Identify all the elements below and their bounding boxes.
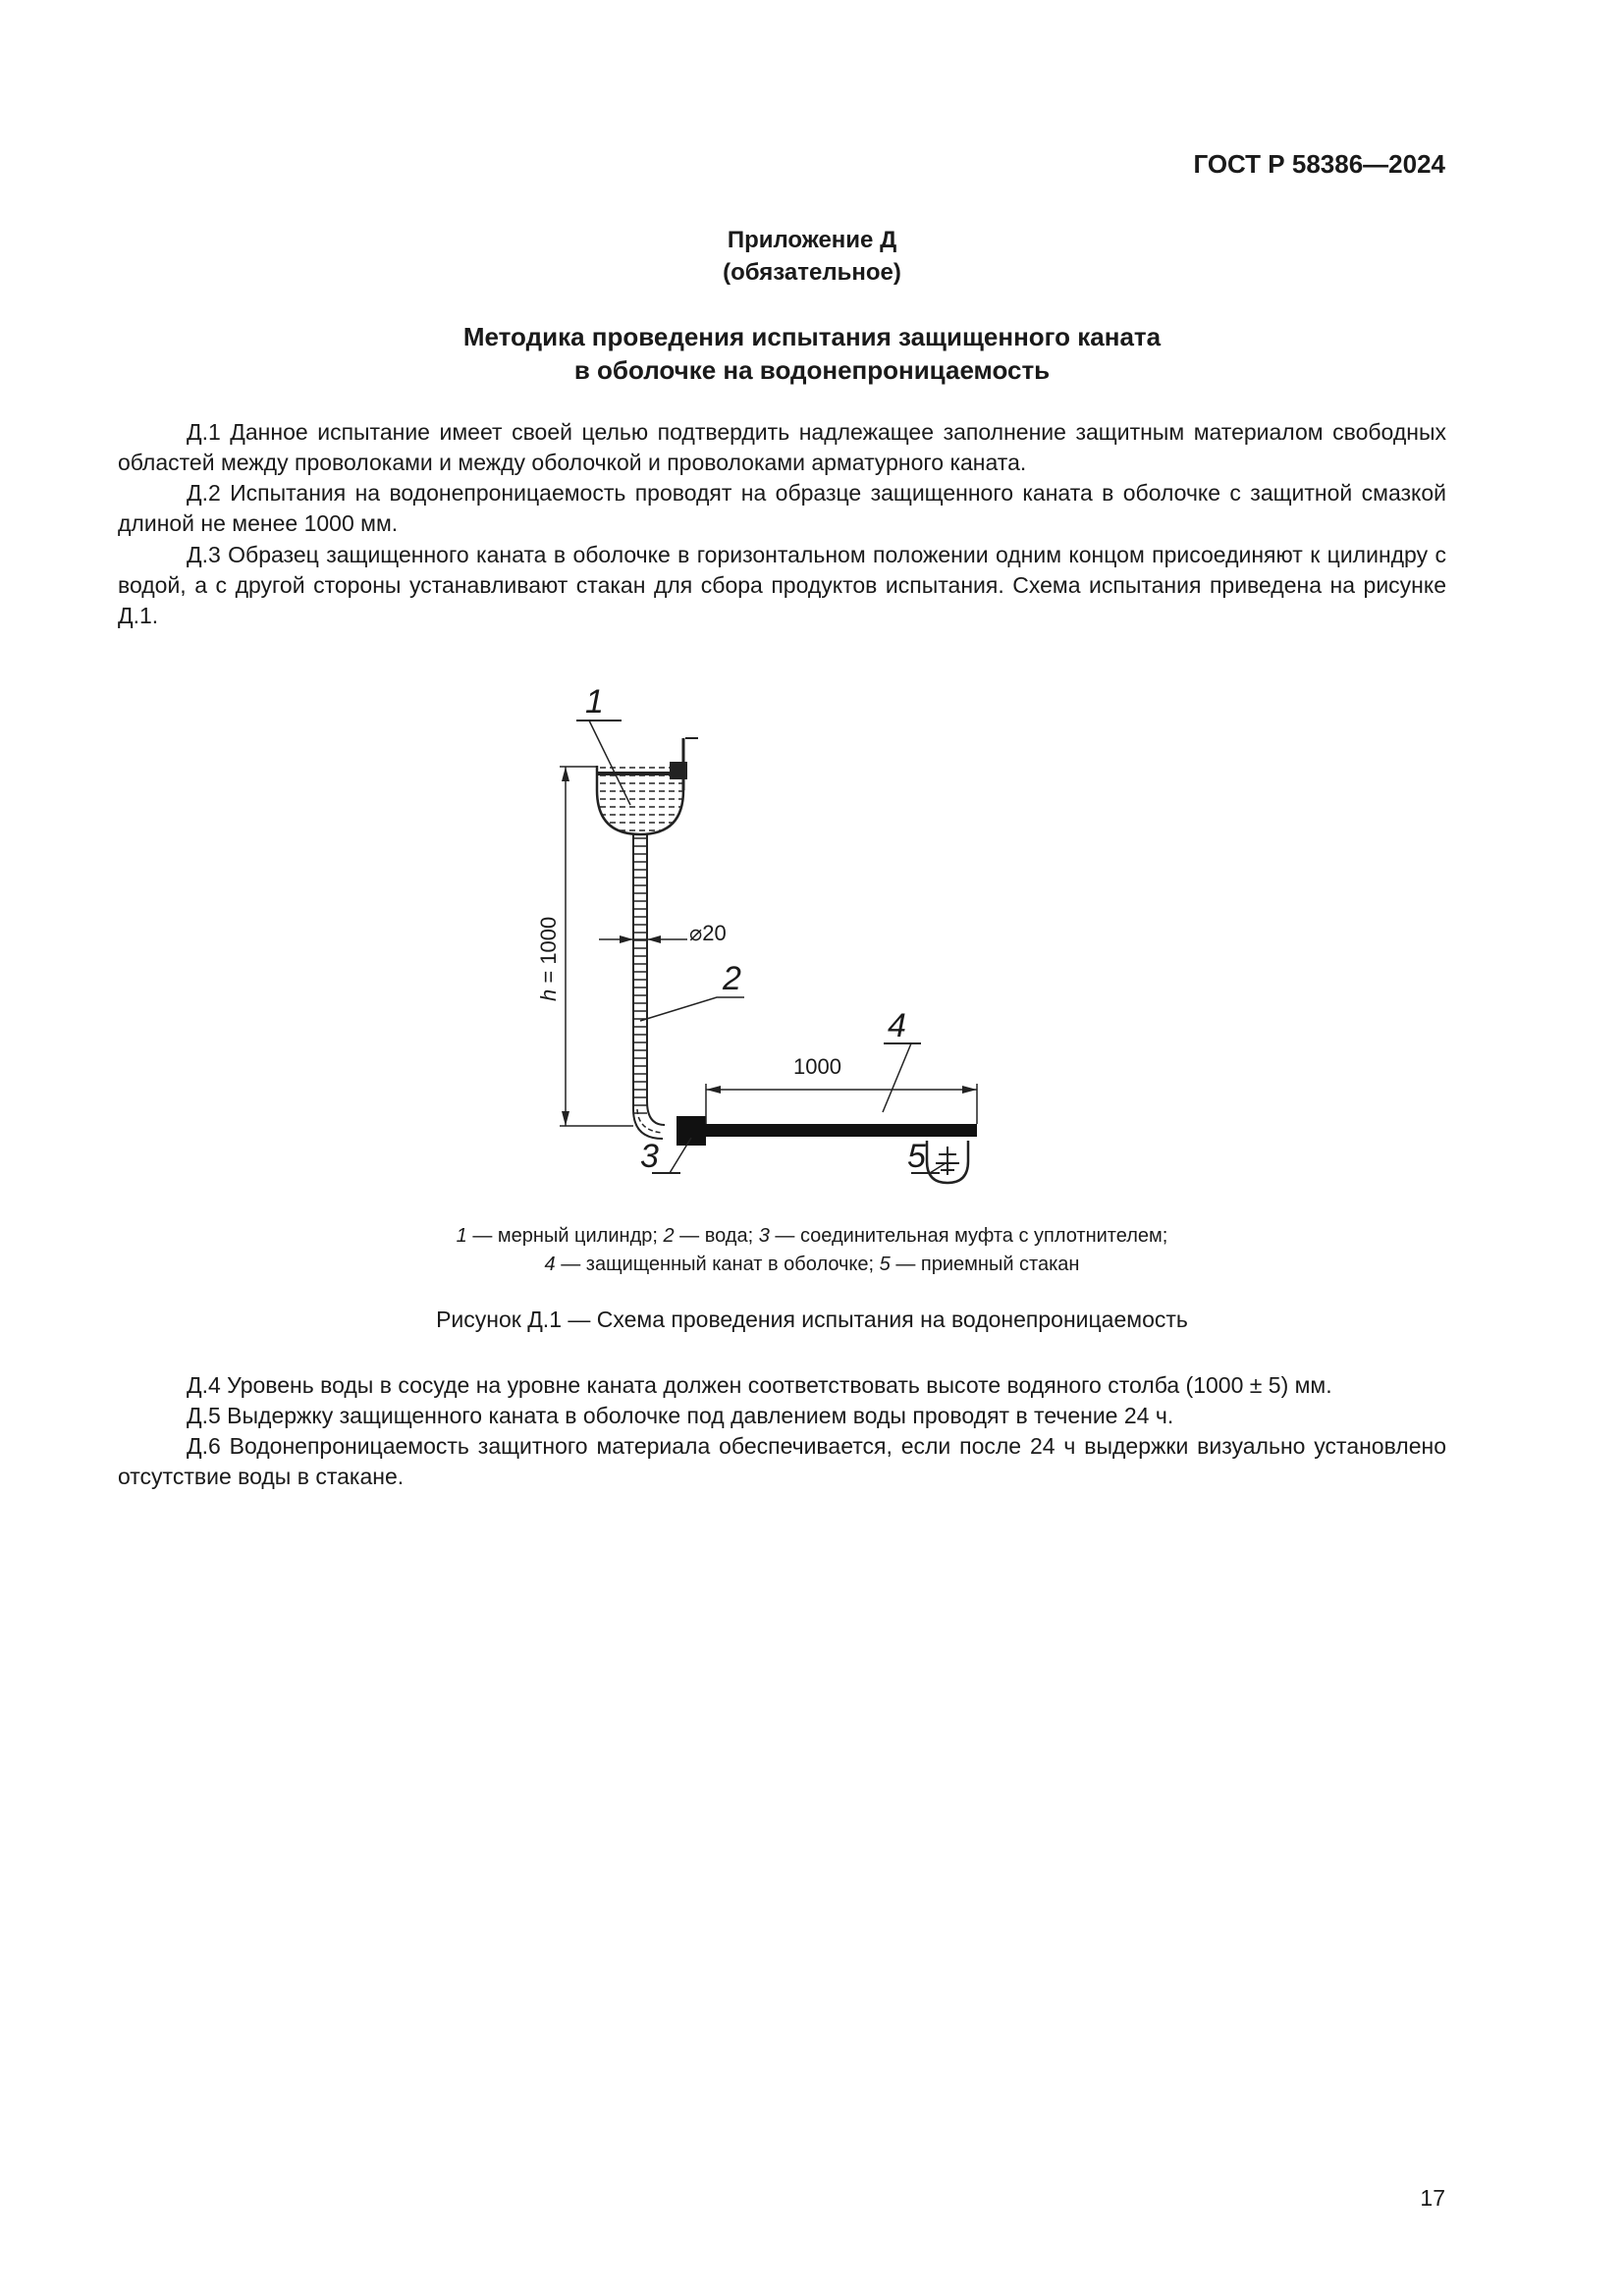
receiving-beaker xyxy=(927,1141,968,1183)
section-heading-line2: в оболочке на водонепроницаемость xyxy=(573,355,1051,385)
legend-text-5: — приемный стакан xyxy=(890,1254,1080,1275)
legend-num-3: 3 xyxy=(758,1225,770,1247)
paragraph-d1: Д.1 Данное испытание имеет своей целью подтвердить надлежащее заполнение защитным материалом свободных областей между проволоками и между оболочкой и проволоками арматурного каната. xyxy=(118,419,1446,475)
measuring-cylinder xyxy=(597,738,698,834)
callout-2: 2 xyxy=(723,960,741,997)
coupling-block xyxy=(677,1116,706,1146)
diameter-label: ⌀20 xyxy=(689,921,727,945)
test-scheme-figure xyxy=(530,677,1041,1188)
paragraph-d6: Д.6 Водонепроницаемость защитного материала обеспечивается, если после 24 ч выдержки визуально установлено отсутствие воды в стакане. xyxy=(118,1433,1446,1489)
appendix-status: (обязательное) xyxy=(723,259,901,286)
callout-5: 5 xyxy=(907,1138,926,1175)
height-variable: h xyxy=(536,988,561,1001)
standard-code: ГОСТ Р 58386—2024 xyxy=(1193,149,1445,179)
section-heading-line1: Методика проведения испытания защищенного каната xyxy=(462,322,1162,351)
paragraph-d3: Д.3 Образец защищенного каната в оболочке в горизонтальном положении одним концом присоединяют к цилиндру с водой, а с другой стороны устанавливают стакан для сбора продуктов испытания. Схема испытания приведена на рисунке Д.1. xyxy=(118,542,1446,628)
legend-text-2: — вода; xyxy=(674,1225,759,1247)
paragraph-d5: Д.5 Выдержку защищенного каната в оболочке под давлением воды проводят в течение 24 ч. xyxy=(187,1403,1174,1428)
length-dimension xyxy=(706,1084,977,1124)
paragraph-d2: Д.2 Испытания на водонепроницаемость проводят на образце защищенного каната в оболочке с защитной смазкой длиной не менее 1000 мм. xyxy=(118,480,1446,536)
callout-3: 3 xyxy=(640,1138,659,1175)
legend-num-2: 2 xyxy=(663,1225,675,1247)
figure-caption: Рисунок Д.1 — Схема проведения испытания на водонепроницаемость xyxy=(436,1307,1188,1332)
callout-1: 1 xyxy=(585,683,604,721)
water-tube xyxy=(633,834,665,1139)
test-scheme-drawing xyxy=(530,677,1041,1188)
legend-num-1: 1 xyxy=(456,1225,467,1247)
paragraph-d4: Д.4 Уровень воды в сосуде на уровне каната должен соответствовать высоте водяного столба (1000 ± 5) мм. xyxy=(187,1372,1332,1398)
figure-legend-line2 xyxy=(0,1251,1624,1279)
length-label: 1000 xyxy=(793,1054,841,1079)
height-label xyxy=(536,917,562,1001)
legend-text-1: — мерный цилиндр; xyxy=(466,1225,664,1247)
figure-legend-line1 xyxy=(0,1222,1624,1251)
height-value: = 1000 xyxy=(536,916,561,989)
legend-num-4: 4 xyxy=(544,1254,556,1275)
callout-4: 4 xyxy=(888,1007,906,1044)
legend-text-3: — соединительная муфта с уплотнителем; xyxy=(769,1225,1168,1247)
legend-text-4: — защищенный канат в оболочке; xyxy=(555,1254,880,1275)
sheathed-rope xyxy=(706,1124,977,1137)
appendix-title: Приложение Д xyxy=(727,227,897,253)
page-number: 17 xyxy=(1420,2185,1445,2211)
legend-num-5: 5 xyxy=(879,1254,891,1275)
